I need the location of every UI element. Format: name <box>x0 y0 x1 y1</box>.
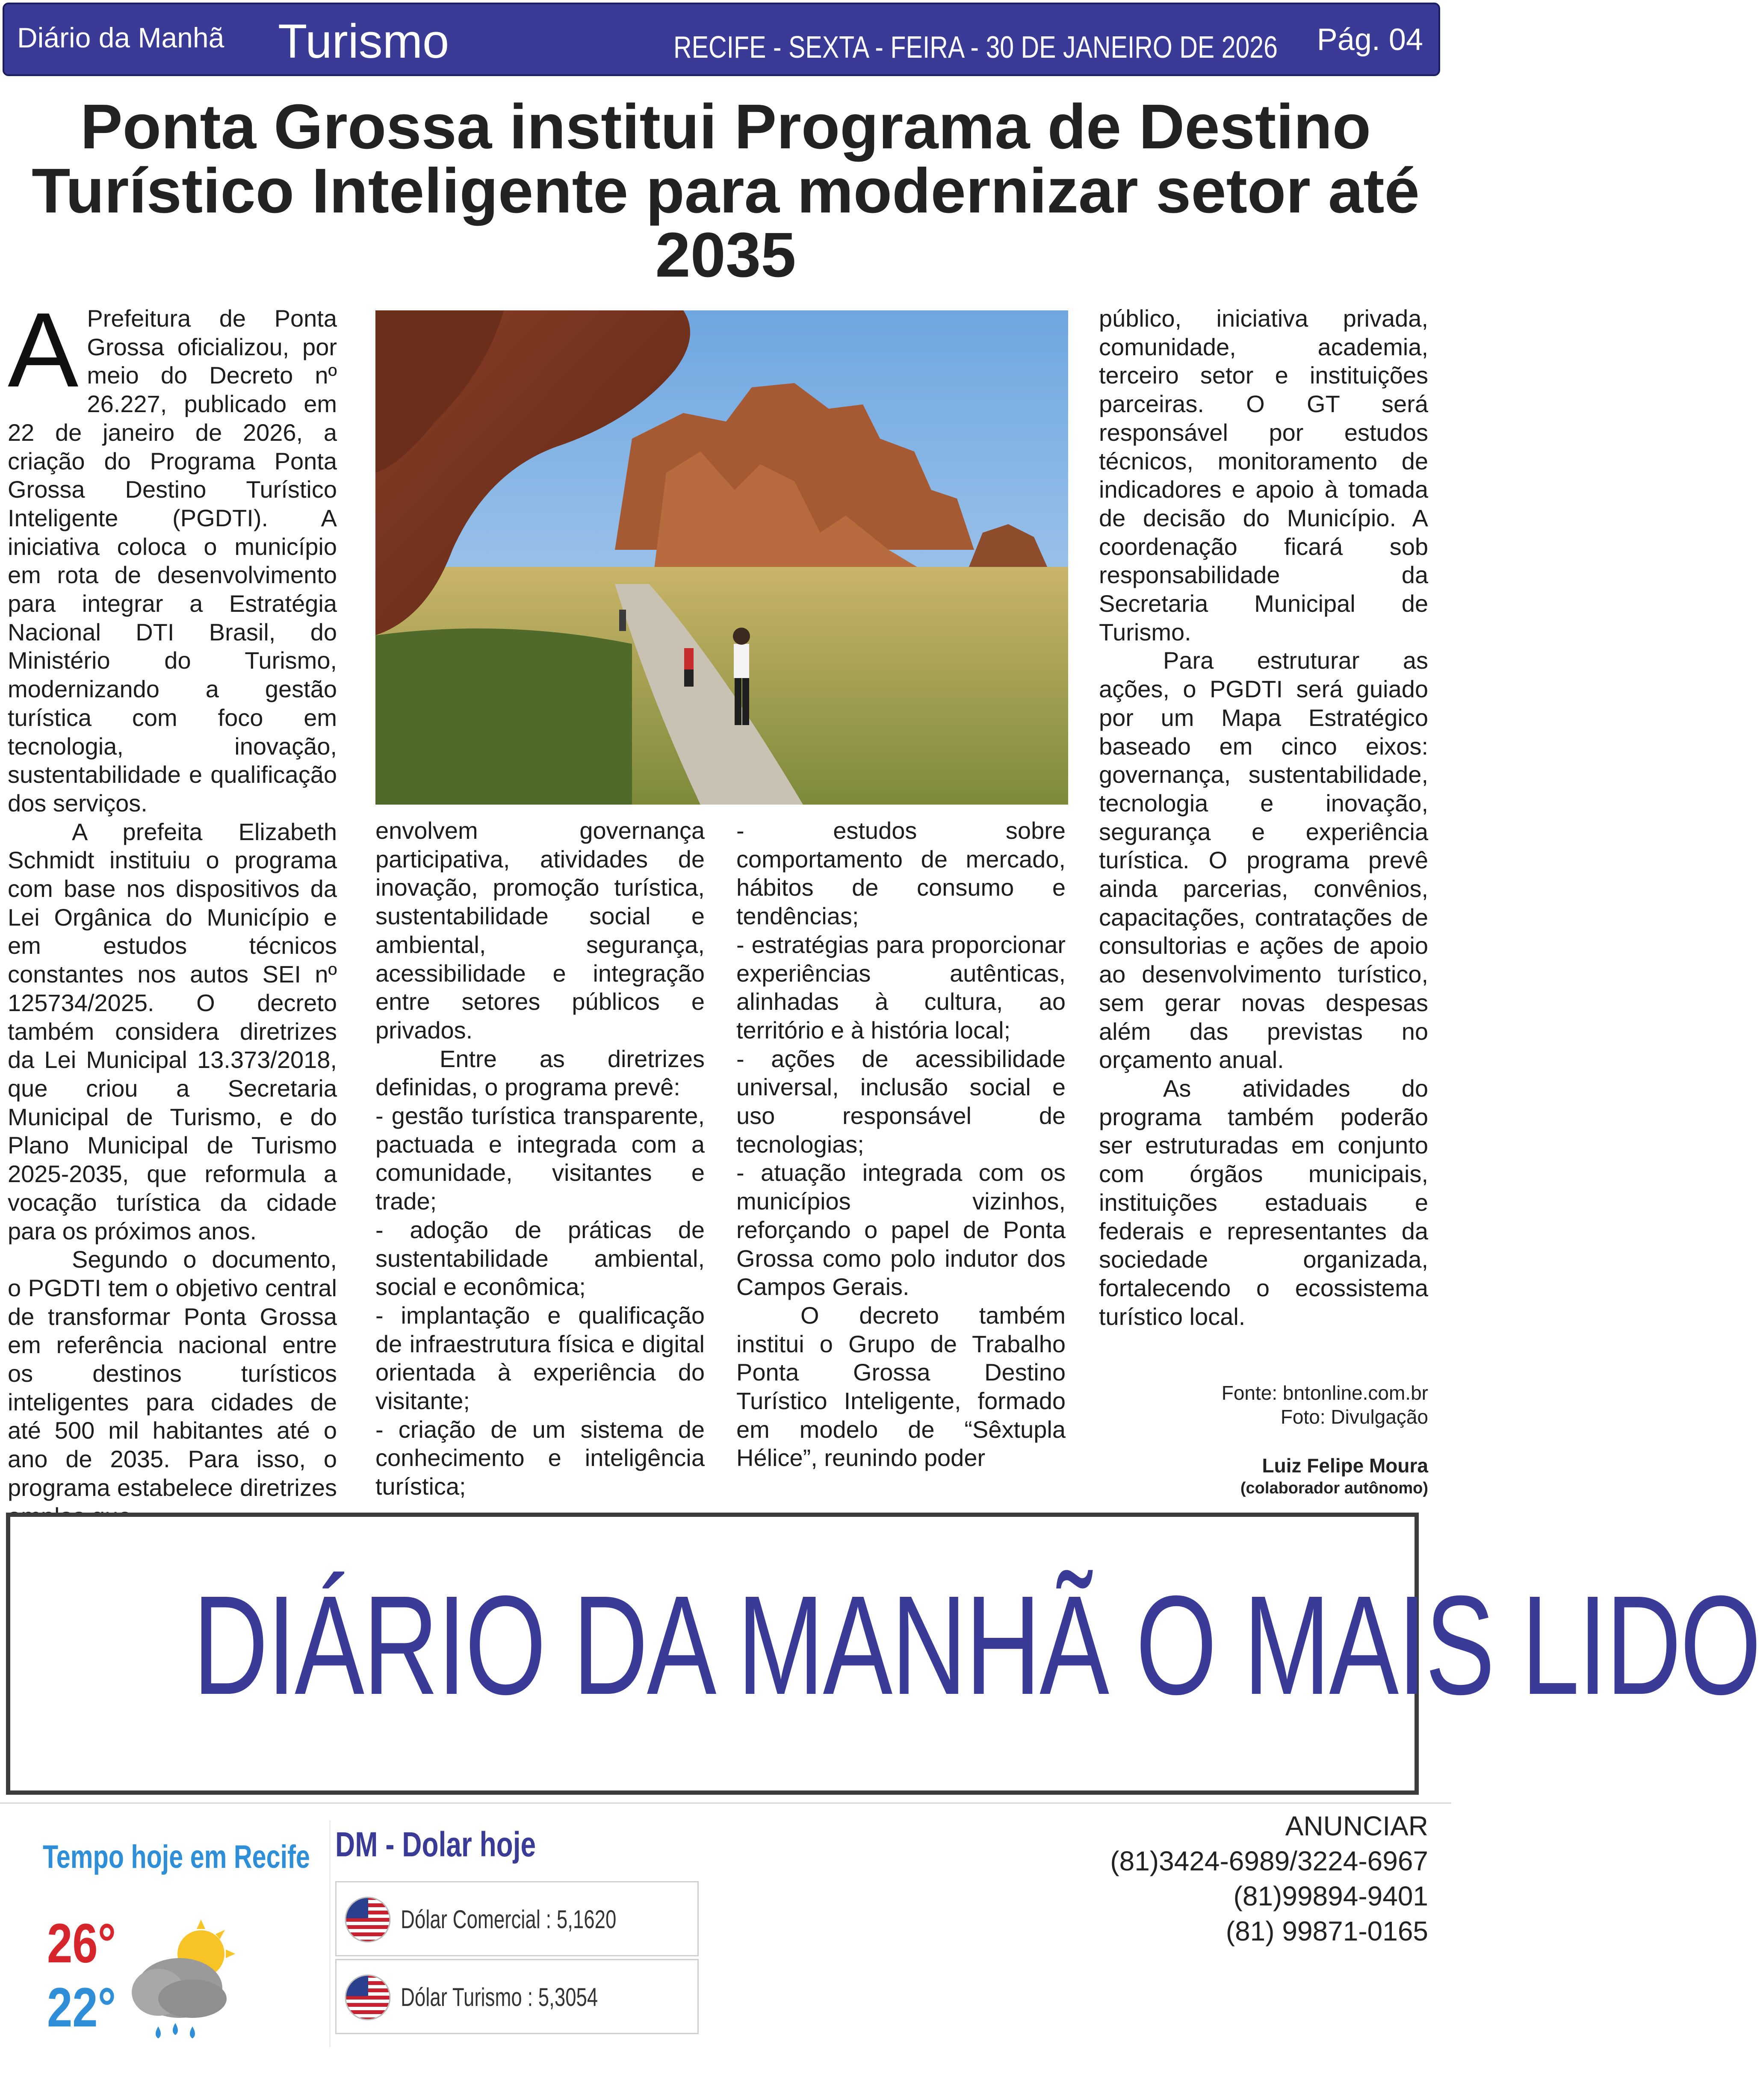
article-paragraph: envolvem governança participativa, atividades de inovação, promoção turística, sustentabilidade social e ambiental, segurança, acessibilidade e integração entre setores públicos e privados. <box>375 817 705 1044</box>
cloud-sun-rain-icon <box>128 1902 239 2048</box>
article-credits <box>1099 1381 1428 1429</box>
weather-title: Tempo hoje em Recife <box>43 1839 310 1875</box>
dollar-commercial-rate <box>335 1881 699 1956</box>
article-headline: Ponta Grossa institui Programa de Destino Turístico Inteligente para modernizar setor até 2035 <box>32 91 1420 290</box>
author-block <box>1099 1454 1428 1499</box>
phone-number[interactable]: (81) 99871-0165 <box>1226 1916 1428 1947</box>
article-paragraph: Segundo o documento, o PGDTI tem o objetivo central de transformar Ponta Grossa em referência nacional entre os destinos turísticos inteligentes para cidades de até 500 mil habitantes até o ano de 2035. Para isso, o programa estabelece diretrizes <box>8 1246 337 1501</box>
list-item: - ações de acessibilidade universal, inclusão social e uso responsável de tecnologias; <box>736 1045 1066 1158</box>
author-name: Luiz Felipe Moura <box>1262 1454 1428 1477</box>
section-title: Turismo <box>278 15 449 68</box>
ad-slogan: DIÁRIO DA MANHÃ O MAIS LIDO <box>192 1566 1760 1724</box>
list-item: - atuação integrada com os municípios vizinhos, reforçando o papel de Ponta Grossa como polo indutor dos Campos Gerais. <box>736 1159 1066 1301</box>
header-bar <box>3 3 1440 76</box>
article-paragraph: A Prefeitura de Ponta Grossa oficializou, por meio do Decreto nº 26.227, publicado em 22 de janeiro de 2026, a criação do Programa Ponta Grossa Destino Turístico Inteligente (PGDTI). A iniciativa coloca o município em rota de desenvolvimento para integrar a Estratégia Nacional DTI Brasil, do Ministério do Turismo, modernizando a gestão turística com foco em tecnologia, inovação, sustentabilidade e qualificação dos serviços. <box>8 290 337 817</box>
article-column-2 <box>375 817 705 1506</box>
article-paragraph: O decreto também institui o Grupo de Trabalho Ponta Grossa Destino Turístico Inteligente, formado em modelo de “Sêxtupla Hélice”, reunindo poder <box>736 1301 1066 1472</box>
phone-number[interactable]: (81)3424-6989/3224-6967 <box>1110 1846 1428 1876</box>
ad-banner[interactable] <box>6 1513 1760 1795</box>
list-item: - estudos sobre comportamento de mercado, hábitos de consumo e tendências; <box>736 817 1066 930</box>
list-item: - implantação e qualificação de infraestrutura física e digital orientada à experiência do visitante; <box>375 1301 705 1415</box>
photo-credit: Foto: Divulgação <box>1280 1406 1428 1428</box>
us-flag-icon <box>344 1896 391 1943</box>
article-column-1 <box>8 290 337 1506</box>
page-number: Pág. 04 <box>1317 23 1423 57</box>
article-paragraph: público, iniciativa privada, comunidade, academia, terceiro setor e instituições parceiras. O GT será responsável por estudos técnicos, monitoramento de indicadores e apoio à tomada de decisão do Município. A coordenação ficará sob responsabilidade da Secretaria Municipal de Turismo. <box>1099 305 1428 646</box>
list-item: - gestão turística transparente, pactuada e integrada com a comunidade, visitantes e trade; <box>375 1102 705 1215</box>
advertise-contact <box>1035 1808 1428 1949</box>
dollar-tourism-label: Dólar Turismo : 5,3054 <box>401 1983 598 2012</box>
article-paragraph: A prefeita Elizabeth Schmidt instituiu o programa com base nos dispositivos da Lei Orgânica do Município e em estudos técnicos constantes nos autos SEI nº 125734/2025. O decreto também considera diretrizes da Lei Municipal 13.373/2018, que criou a Secretaria Municipal de Turismo, e do Plano Municipal de Turismo 2025-2035, que reformula a vocação turística da cidade para os próximos anos. <box>8 818 337 1245</box>
article-paragraph: Para estruturar as ações, o PGDTI será guiado por um Mapa Estratégico baseado em cinco eixos: governança, sustentabilidade, tecnologia e inovação, segurança e experiência turística. O programa prevê ainda parcerias, convênios, capacitações, contratações de consultorias e ações de apoio ao desenvolvimento turístico, sem gerar novas despesas além das previstas no orçamento anual. <box>1099 647 1428 1074</box>
article-photo <box>375 310 1068 805</box>
dollar-commercial-label: Dólar Comercial : 5,1620 <box>401 1905 617 1934</box>
drop-cap: A <box>8 290 79 409</box>
us-flag-icon <box>344 1974 391 2021</box>
list-item: - estratégias para proporcionar experiências autênticas, alinhadas à cultura, ao território e à história local; <box>736 931 1066 1044</box>
article-paragraph: As atividades do programa também poderão ser estruturadas em conjunto com órgãos municipais, instituições estaduais e federais e representantes da sociedade organizada, fortalecendo o ecossistema turístico local. <box>1099 1074 1428 1330</box>
author-role: (colaborador autônomo) <box>1240 1479 1428 1497</box>
article-column-4 <box>1099 304 1428 1390</box>
phone-number[interactable]: (81)99894-9401 <box>1233 1881 1428 1911</box>
list-item: - adoção de práticas de sustentabilidade ambiental, social e econômica; <box>375 1216 705 1301</box>
temperature-max: 26° <box>47 1912 116 1974</box>
source-credit: Fonte: bntonline.com.br <box>1221 1382 1428 1404</box>
article-paragraph: Entre as diretrizes definidas, o programa prevê: <box>375 1045 705 1101</box>
divider <box>0 1802 1451 1804</box>
temperature-min: 22° <box>47 1976 116 2038</box>
article-column-3 <box>736 817 1066 1506</box>
advertise-title: ANUNCIAR <box>1285 1811 1428 1841</box>
paper-name: Diário da Manhã <box>17 22 224 53</box>
dollar-title: DM - Dolar hoje <box>335 1825 536 1864</box>
list-item: - criação de um sistema de conhecimento e inteligência turística; <box>375 1416 705 1500</box>
dateline: RECIFE - SEXTA - FEIRA - 30 DE JANEIRO DE 2026 <box>673 30 1278 65</box>
dollar-tourism-rate <box>335 1959 699 2034</box>
